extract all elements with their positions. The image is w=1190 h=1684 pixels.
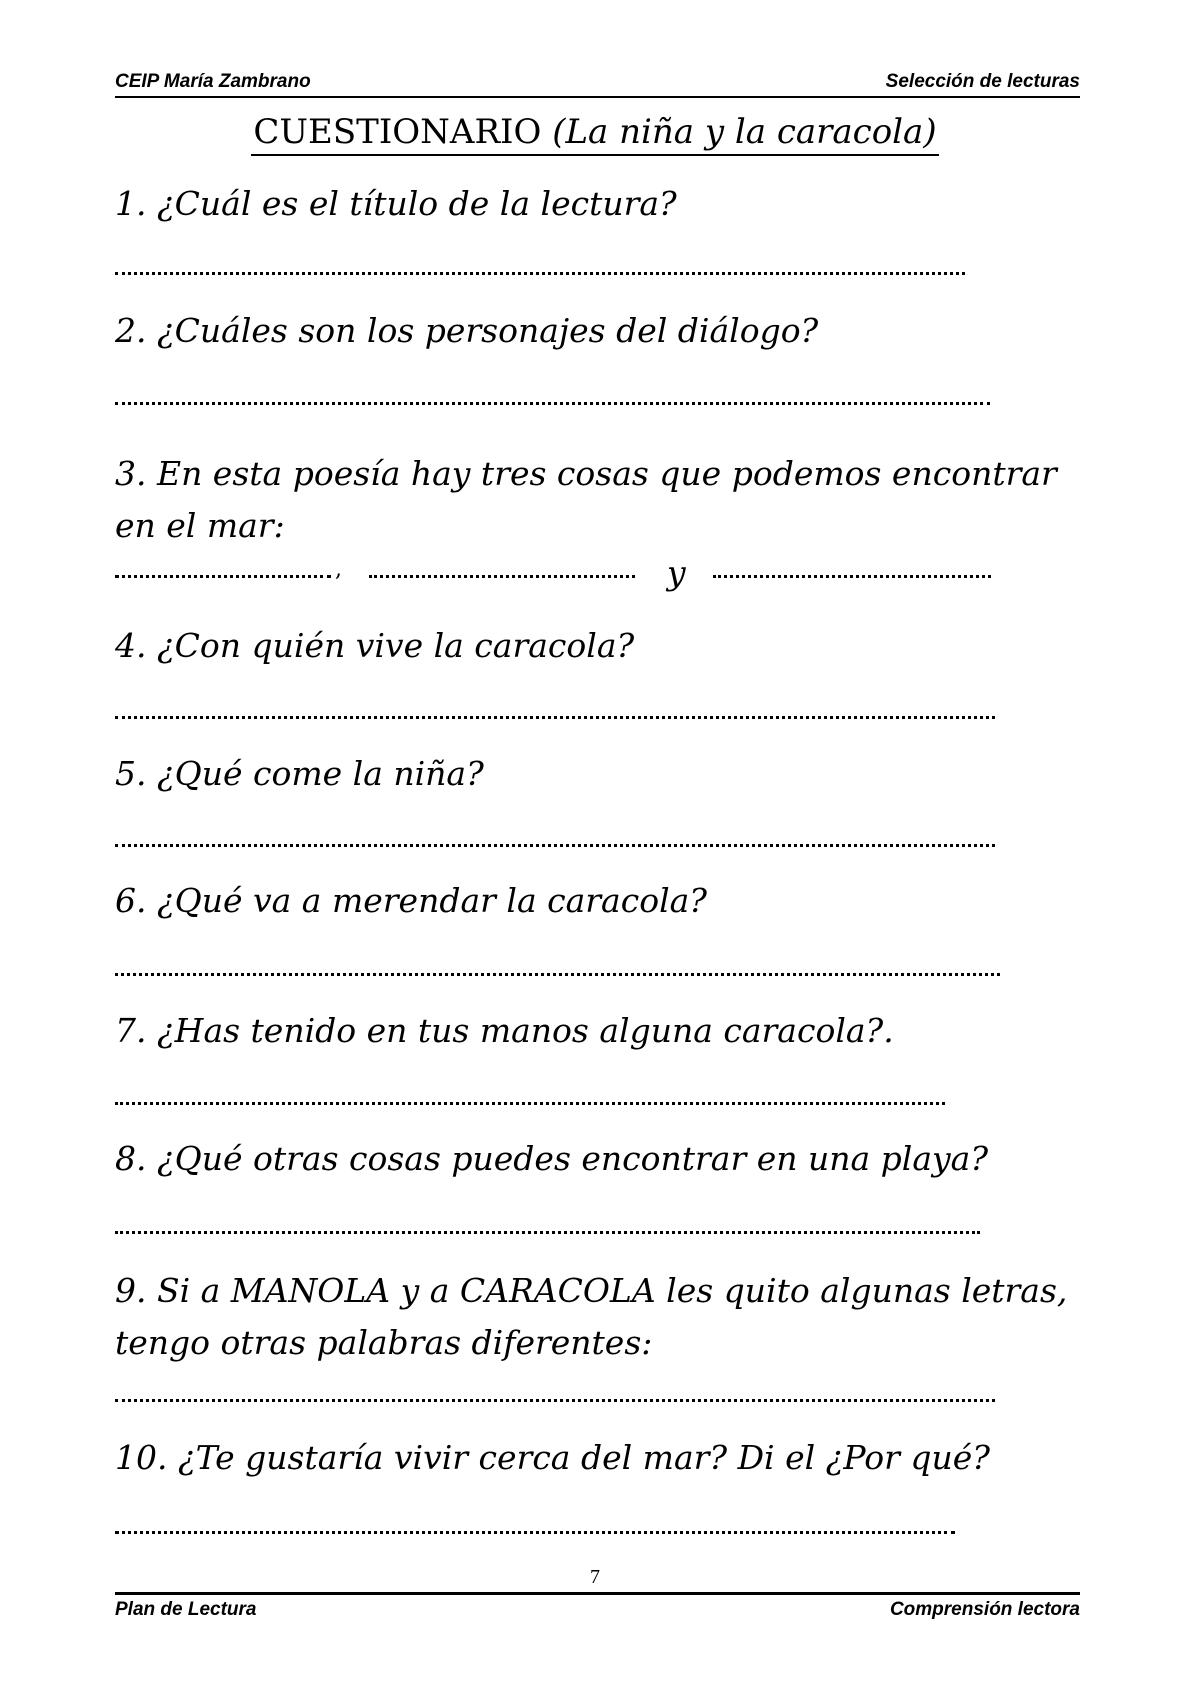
question-6: 6. ¿Qué va a merendar la caracola? xyxy=(115,881,708,920)
title-main: CUESTIONARIO xyxy=(253,112,542,152)
answer-line-9[interactable] xyxy=(115,1395,995,1402)
footer-section: Comprensión lectora xyxy=(889,1599,1080,1620)
question-7: 7. ¿Has tenido en tus manos alguna caracola?. xyxy=(115,1011,894,1050)
header-school: CEIP María Zambrano xyxy=(115,71,311,92)
answer-line-4[interactable] xyxy=(115,712,995,719)
answer-line-10[interactable] xyxy=(115,1527,955,1534)
answer-line-6[interactable] xyxy=(115,969,1000,976)
header-section: Selección de lecturas xyxy=(885,71,1080,92)
page-header xyxy=(115,70,1080,98)
page-number: 7 xyxy=(590,1566,600,1588)
question-10: 10. ¿Te gustaría vivir cerca del mar? Di el ¿Por qué? xyxy=(115,1438,990,1477)
answer-line-3b[interactable] xyxy=(369,571,635,578)
question-4: 4. ¿Con quién vive la caracola? xyxy=(115,626,635,665)
page-footer xyxy=(115,1592,1080,1621)
question-1: 1. ¿Cuál es el título de la lectura? xyxy=(115,184,677,223)
page-title xyxy=(0,112,1190,156)
footer-plan: Plan de Lectura xyxy=(115,1599,257,1620)
answer-line-7[interactable] xyxy=(115,1098,945,1105)
question-2: 2. ¿Cuáles son los personajes del diálogo? xyxy=(115,311,819,350)
answer-line-3a[interactable] xyxy=(115,571,331,578)
answer-line-8[interactable] xyxy=(115,1227,980,1234)
question-3: 3. En esta poesía hay tres cosas que podemos encontrar en el mar: xyxy=(115,454,1057,545)
answer-line-1[interactable] xyxy=(115,268,965,275)
answer-conjunction: y xyxy=(667,553,686,592)
question-9: 9. Si a MANOLA y a CARACOLA les quito algunas letras, tengo otras palabras diferentes: xyxy=(115,1271,1068,1362)
question-5: 5. ¿Qué come la niña? xyxy=(115,754,484,793)
answer-line-2[interactable] xyxy=(115,398,990,405)
answer-line-5[interactable] xyxy=(115,840,995,847)
title-subtitle: (La niña y la caracola) xyxy=(552,112,937,152)
answer-row-3 xyxy=(115,550,1075,592)
answer-comma: , xyxy=(335,557,342,582)
answer-line-3c[interactable] xyxy=(713,571,991,578)
question-8: 8. ¿Qué otras cosas puedes encontrar en una playa? xyxy=(115,1139,989,1178)
